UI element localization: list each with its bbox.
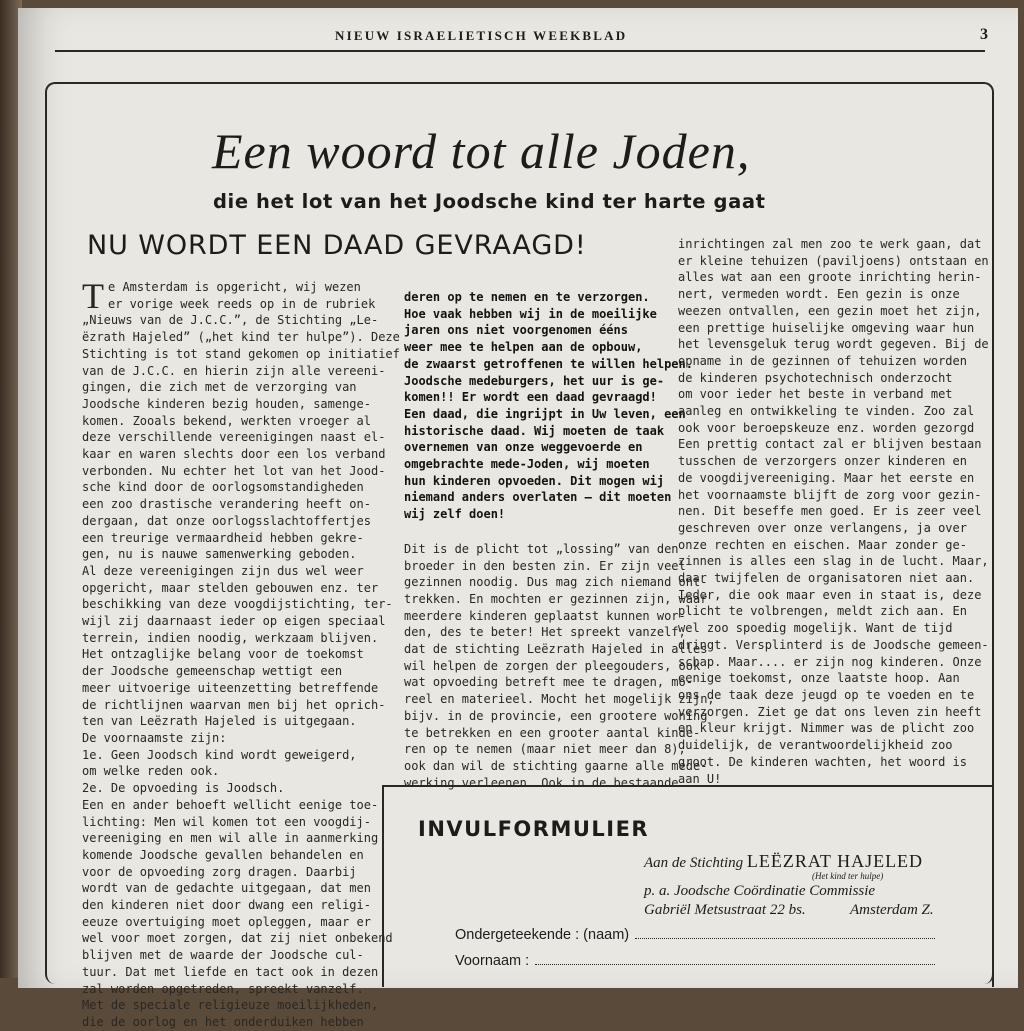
column-2-appeal-line: weer mee te helpen aan de opbouw, bbox=[404, 340, 643, 355]
column-2-line: wil helpen de zorgen der pleegouders, ook bbox=[404, 658, 701, 673]
firstname-field[interactable] bbox=[455, 953, 935, 969]
column-3-line: er kleine tehuizen (paviljoens) ontstaan en bbox=[678, 253, 989, 268]
address-to: Aan de Stichting bbox=[644, 855, 744, 871]
name-field-label: Ondergeteekende : (naam) bbox=[455, 927, 630, 943]
column-3-line: schap. Maar.... er zijn nog kinderen. Onze bbox=[678, 654, 982, 669]
column-2-line: dat de stichting Leëzrath Hajeled in alles bbox=[404, 642, 708, 657]
column-2-appeal-line: deren op te nemen en te verzorgen. bbox=[404, 290, 650, 304]
column-3-line: de voogdijvereeniging. Maar het eerste en bbox=[678, 470, 975, 485]
column-1-line: ëzrath Hajeled” („het kind ter hulpe”). Deze bbox=[82, 330, 400, 345]
column-1-line: De voornaamste zijn: bbox=[82, 730, 227, 745]
column-2-line: ren op te nemen (maar niet meer dan 8), bbox=[404, 742, 686, 757]
column-1-line: verbonden. Nu echter het lot van het Jood- bbox=[82, 463, 386, 478]
column-2-line: wat opvoeding betreft mee te dragen, mo- bbox=[404, 675, 693, 690]
column-3-line: dringt. Versplinterd is de Joodsche gemeen- bbox=[678, 637, 989, 652]
column-1-line: Het ontzaglijke belang voor de toekomst bbox=[82, 647, 364, 662]
text-column-3 bbox=[678, 236, 989, 787]
column-1-line: „Nieuws van de J.C.C.”, de Stichting „Le- bbox=[82, 313, 379, 328]
column-2-appeal-line: Een daad, die ingrijpt in Uw leven, een bbox=[404, 406, 686, 421]
column-2-line: broeder in den besten zin. Er zijn veel bbox=[404, 558, 686, 573]
column-3-line: onze rechten en eischen. Maar zonder ge- bbox=[678, 537, 967, 552]
column-3-line: om voor ieder het beste in verband met bbox=[678, 387, 953, 402]
column-1-line: meer uitvoerige uiteenzetting betreffende bbox=[82, 680, 379, 695]
text-column-1 bbox=[82, 276, 400, 1031]
column-2-appeal bbox=[404, 289, 693, 523]
callout-heading: NU WORDT EEN DAAD GEVRAAGD! bbox=[87, 230, 587, 261]
column-1-line: wijl zij daarnaast ieder op eigen speciaal bbox=[82, 614, 386, 629]
column-2-appeal-line: Hoe vaak hebben wij in de moeilijke bbox=[404, 306, 657, 321]
column-2-appeal-line: omgebrachte mede-Joden, wij moeten bbox=[404, 457, 650, 472]
column-1-line: voor de opvoeding zorg dragen. Daarbij bbox=[82, 864, 357, 879]
column-1-line: deze verschillende vereenigingen naast el- bbox=[82, 430, 386, 445]
address-organisation: LEËZRAT HAJELED bbox=[746, 851, 924, 871]
column-3-line: eenige toekomst, onze laatste hoop. Aan bbox=[678, 671, 960, 686]
column-3-line: Ieder, die ook maar even in staat is, deze bbox=[678, 587, 982, 602]
column-1-line: gen, nu is nauwe samenwerking geboden. bbox=[82, 547, 357, 562]
column-3-line: tusschen de verzorgers onzer kinderen en bbox=[678, 454, 967, 469]
column-1-line: kaar en waren slechts door een los verband bbox=[82, 447, 386, 462]
column-1-line: die de oorlog en het onderduiken hebben bbox=[82, 1014, 364, 1029]
column-1-line: gingen, die zich met de verzorging van bbox=[82, 380, 357, 395]
page-number: 3 bbox=[980, 26, 988, 43]
column-3-line: aan U! bbox=[678, 771, 722, 786]
column-3-line: weezen ontvallen, een gezin moet het zijn, bbox=[678, 303, 982, 318]
column-2-line: Dit is de plicht tot „lossing” van den bbox=[404, 541, 679, 556]
column-1-line: sche kind door de oorlogsomstandigheden bbox=[82, 480, 364, 495]
column-3-line: het levensgeluk terug wordt gegeven. Bij de bbox=[678, 337, 989, 352]
address-line-2: p. a. Joodsche Coördinatie Commissie bbox=[644, 883, 876, 899]
column-1-line: dergaan, dat onze oorlogsslachtoffertjes bbox=[82, 513, 371, 528]
column-1-line: de richtlijnen waarvan men bij het oprich- bbox=[82, 697, 386, 712]
column-2-appeal-line: hun kinderen opvoeden. Dit mogen wij bbox=[404, 473, 665, 488]
drop-cap: T bbox=[82, 276, 104, 316]
column-3-body bbox=[678, 236, 989, 787]
column-3-line: wel zoo spoedig mogelijk. Want de tijd bbox=[678, 621, 953, 636]
column-2-line: den, des te beter! Het spreekt vanzelf, bbox=[404, 625, 686, 640]
column-1-line: ten van Leëzrath Hajeled is uitgegaan. bbox=[82, 714, 357, 729]
column-2-line: werking verleenen. Ook in de bestaande bbox=[404, 775, 679, 790]
column-1-line: Al deze vereenigingen zijn dus wel weer bbox=[82, 563, 364, 578]
name-field-line[interactable] bbox=[635, 928, 935, 939]
column-2-line: reel en materieel. Mocht het mogelijk zijn, bbox=[404, 692, 715, 707]
address-line-3: Gabriël Metsustraat 22 bs. bbox=[644, 902, 806, 918]
column-1-line: den kinderen niet door dwang een religi- bbox=[82, 898, 371, 913]
column-1-line: beschikking van deze voogdijstichting, ter- bbox=[82, 597, 393, 612]
column-1-line: lichting: Men wil komen tot een voogdij- bbox=[82, 814, 371, 829]
column-3-line: Een prettig contact zal er blijven bestaan bbox=[678, 437, 982, 452]
column-3-line: groot. De kinderen wachten, het woord is bbox=[678, 754, 967, 769]
column-2-line: te betrekken en een grooter aantal kinde- bbox=[404, 725, 701, 740]
column-2-appeal-line: jaren ons niet voorgenomen ééns bbox=[404, 323, 628, 338]
column-2-appeal-line: Joodsche medeburgers, het uur is ge- bbox=[404, 373, 665, 388]
column-1-line: tuur. Dat met liefde en tact ook in dezen bbox=[82, 964, 379, 979]
column-3-line: de kinderen psychotechnisch onderzocht bbox=[678, 370, 953, 385]
column-3-line: het voornaamste blijft de zorg voor gezin- bbox=[678, 487, 982, 502]
column-2-line: meerdere kinderen geplaatst kunnen wor- bbox=[404, 608, 686, 623]
column-3-line: daar twijfelen de organisatoren niet aan. bbox=[678, 571, 975, 586]
column-1-line: e Amsterdam is opgericht, wij wezen bbox=[108, 280, 361, 294]
subheadline: die het lot van het Joodsche kind ter harte gaat bbox=[213, 190, 766, 213]
column-3-line: inrichtingen zal men zoo te werk gaan, dat bbox=[678, 237, 982, 251]
address-city: Amsterdam Z. bbox=[850, 902, 934, 918]
column-1-line: wordt van de gedachte uitgegaan, dat men bbox=[82, 881, 371, 896]
column-1-line: om welke reden ook. bbox=[82, 764, 220, 779]
column-2-line: ook dan wil de stichting gaarne alle mede- bbox=[404, 758, 708, 773]
column-1-line: Joodsche kinderen bezig houden, samenge- bbox=[82, 396, 371, 411]
firstname-field-line[interactable] bbox=[535, 954, 935, 965]
column-1-line: een treurige vermaardheid hebben gekre- bbox=[82, 530, 364, 545]
column-2-appeal-line: wij zelf doen! bbox=[404, 507, 506, 522]
column-1-line: een zoo drastische verandering heeft on- bbox=[82, 497, 371, 512]
column-2-appeal-line: de zwaarst getroffenen te willen helpen. bbox=[404, 356, 693, 371]
column-1-line: er vorige week reeds op in de rubriek bbox=[108, 296, 376, 311]
column-3-line: plicht te volbrengen, meldt zich aan. En bbox=[678, 604, 967, 619]
column-1-line: der Joodsche gemeenschap wettigt een bbox=[82, 664, 343, 679]
column-1-line: komen. Zooals bekend, werkten vroeger al bbox=[82, 413, 371, 428]
column-1-line: wel voor moet zorgen, dat zij niet onbekend bbox=[82, 931, 393, 946]
column-1-line: eeuze overtuiging moet opleggen, maar er bbox=[82, 914, 371, 929]
name-field[interactable] bbox=[455, 927, 935, 943]
column-1-line: blijven met de waarde der Joodsche cul- bbox=[82, 948, 364, 963]
column-3-line: ook voor beroepskeuze enz. worden gezorgd bbox=[678, 420, 975, 435]
column-3-line: zinnen is alles een slag in de lucht. Maar, bbox=[678, 554, 989, 569]
column-2-line: bijv. in de provincie, een grootere woning bbox=[404, 708, 708, 723]
column-1-line: komende Joodsche gevallen behandelen en bbox=[82, 847, 364, 862]
masthead-title: NIEUW ISRAELIETISCH WEEKBLAD bbox=[335, 28, 628, 43]
entry-form bbox=[382, 785, 994, 987]
column-3-line: duidelijk, de verantwoordelijkheid zoo bbox=[678, 738, 953, 753]
column-3-line: nert, vermeden wordt. Een gezin is onze bbox=[678, 287, 960, 302]
column-1-line: van de J.C.C. en hierin zijn alle vereeni- bbox=[82, 363, 386, 378]
firstname-field-label: Voornaam : bbox=[455, 953, 530, 969]
column-1-line: 2e. De opvoeding is Joodsch. bbox=[82, 781, 285, 796]
column-3-line: nen. Dit beseffe men goed. Er is zeer veel bbox=[678, 504, 982, 519]
address-subtitle: (Het kind ter hulpe) bbox=[812, 871, 884, 881]
column-2-appeal-line: overnemen van onze weggevoerde en bbox=[404, 440, 643, 455]
column-3-line: aanleg en ontwikkeling te vinden. Zoo zal bbox=[678, 404, 975, 419]
column-1-line: zal worden opgetreden, spreekt vanzelf. bbox=[82, 981, 364, 996]
masthead-rule bbox=[55, 50, 985, 52]
column-1-line: opgericht, maar stelden gebouwen enz. ter bbox=[82, 580, 379, 595]
column-2-line: gezinnen noodig. Dus mag zich niemand ont- bbox=[404, 575, 708, 590]
column-1-line: terrein, indien noodig, werkzaam blijven. bbox=[82, 630, 379, 645]
column-3-line: opname in de gezinnen of tehuizen worden bbox=[678, 353, 967, 368]
column-2-line: trekken. En mochten er gezinnen zijn, waar bbox=[404, 591, 708, 606]
column-1-line: Stichting is tot stand gekomen op initiatief bbox=[82, 346, 400, 361]
column-1-line: 1e. Geen Joodsch kind wordt geweigerd, bbox=[82, 747, 357, 762]
column-3-line: verzorgen. Ziet ge dat ons leven zin heeft bbox=[678, 704, 982, 719]
column-2-appeal-line: historische daad. Wij moeten de taak bbox=[404, 423, 665, 438]
column-1-line: Een en ander behoeft wellicht eenige toe- bbox=[82, 797, 379, 812]
column-2-appeal-line: niemand anders overlaten — dit moeten bbox=[404, 490, 672, 505]
column-3-line: en kleur krijgt. Nimmer was de plicht zoo bbox=[678, 721, 975, 736]
column-1-line: Met de speciale religieuze moeilijkheden, bbox=[82, 998, 379, 1013]
form-title: INVULFORMULIER bbox=[418, 817, 650, 841]
column-3-line: alles wat aan een groote inrichting herin- bbox=[678, 270, 982, 285]
column-1-body bbox=[82, 276, 400, 1031]
column-2-appeal-line: komen!! Er wordt een daad gevraagd! bbox=[404, 390, 657, 405]
column-3-line: geschreven over onze verlangens, ja over bbox=[678, 520, 967, 535]
column-1-line: vereeniging en men wil alle in aanmerking bbox=[82, 831, 379, 846]
headline: Een woord tot alle Joden, bbox=[212, 123, 751, 179]
address-recipient bbox=[644, 851, 923, 872]
column-3-line: ons de taak deze jeugd op te voeden en te bbox=[678, 687, 975, 702]
column-3-line: een prettige huiselijke omgeving waar hun bbox=[678, 320, 975, 335]
